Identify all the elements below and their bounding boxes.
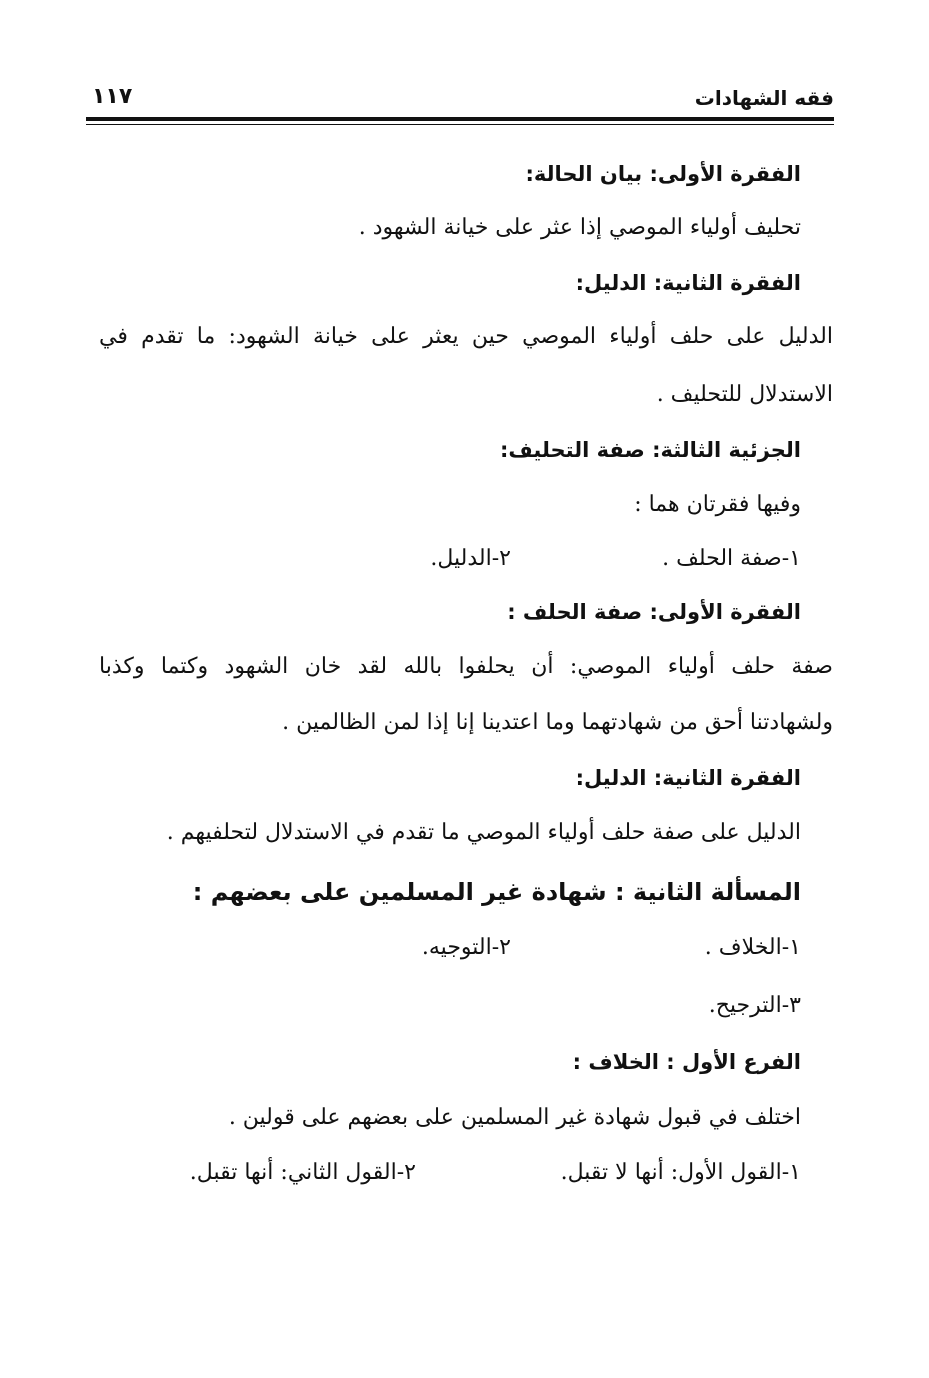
section-heading: الجزئية الثالثة: صفة التحليف: xyxy=(499,438,801,462)
paragraph: الدليل على صفة حلف أولياء الموصي ما تقدم في الاستدلال لتحلفيهم . xyxy=(166,820,801,845)
paragraph: وفيها فقرتان هما : xyxy=(634,492,801,517)
list-item: ٣-الترجيح. xyxy=(708,993,801,1018)
section-heading: الفقرة الأولى: بيان الحالة: xyxy=(525,162,801,186)
page-number: ١١٧ xyxy=(92,84,133,109)
paragraph: تحليف أولياء الموصي إذا عثر على خيانة الشهود . xyxy=(358,215,801,240)
list-item: ١-القول الأول: أنها لا تقبل. xyxy=(560,1160,801,1185)
paragraph: اختلف في قبول شهادة غير المسلمين على بعضهم على قولين . xyxy=(228,1105,801,1130)
paragraph-line: صفة حلف أولياء الموصي: أن يحلفوا بالله لقد خان الشهود وكتما وكذبا xyxy=(99,654,833,679)
section-heading: الفقرة الثانية: الدليل: xyxy=(575,271,801,295)
list-item: ٢-القول الثاني: أنها تقبل. xyxy=(189,1160,416,1185)
running-title: فقه الشهادات xyxy=(694,86,834,110)
section-heading: الفقرة الأولى: صفة الحلف : xyxy=(507,600,801,624)
section-heading: الفقرة الثانية: الدليل: xyxy=(575,766,801,790)
paragraph-line: الدليل على حلف أولياء الموصي حين يعثر على خيانة الشهود: ما تقدم في xyxy=(99,324,833,349)
major-heading: المسألة الثانية : شهادة غير المسلمين على بعضهم : xyxy=(192,878,801,906)
list-item: ٢-التوجيه. xyxy=(421,935,511,960)
header-rule-thin xyxy=(86,124,834,125)
list-item: ١-صفة الحلف . xyxy=(662,546,801,571)
running-header xyxy=(86,82,834,116)
paragraph-line: الاستدلال للتحليف . xyxy=(656,382,833,407)
list-item: ٢-الدليل. xyxy=(430,546,511,571)
section-heading: الفرع الأول : الخلاف : xyxy=(572,1050,801,1074)
paragraph-line: ولشهادتنا أحق من شهادتهما وما اعتدينا إنا إذا لمن الظالمين . xyxy=(282,710,833,735)
header-rule-thick xyxy=(86,117,834,121)
list-item: ١-الخلاف . xyxy=(704,935,801,960)
